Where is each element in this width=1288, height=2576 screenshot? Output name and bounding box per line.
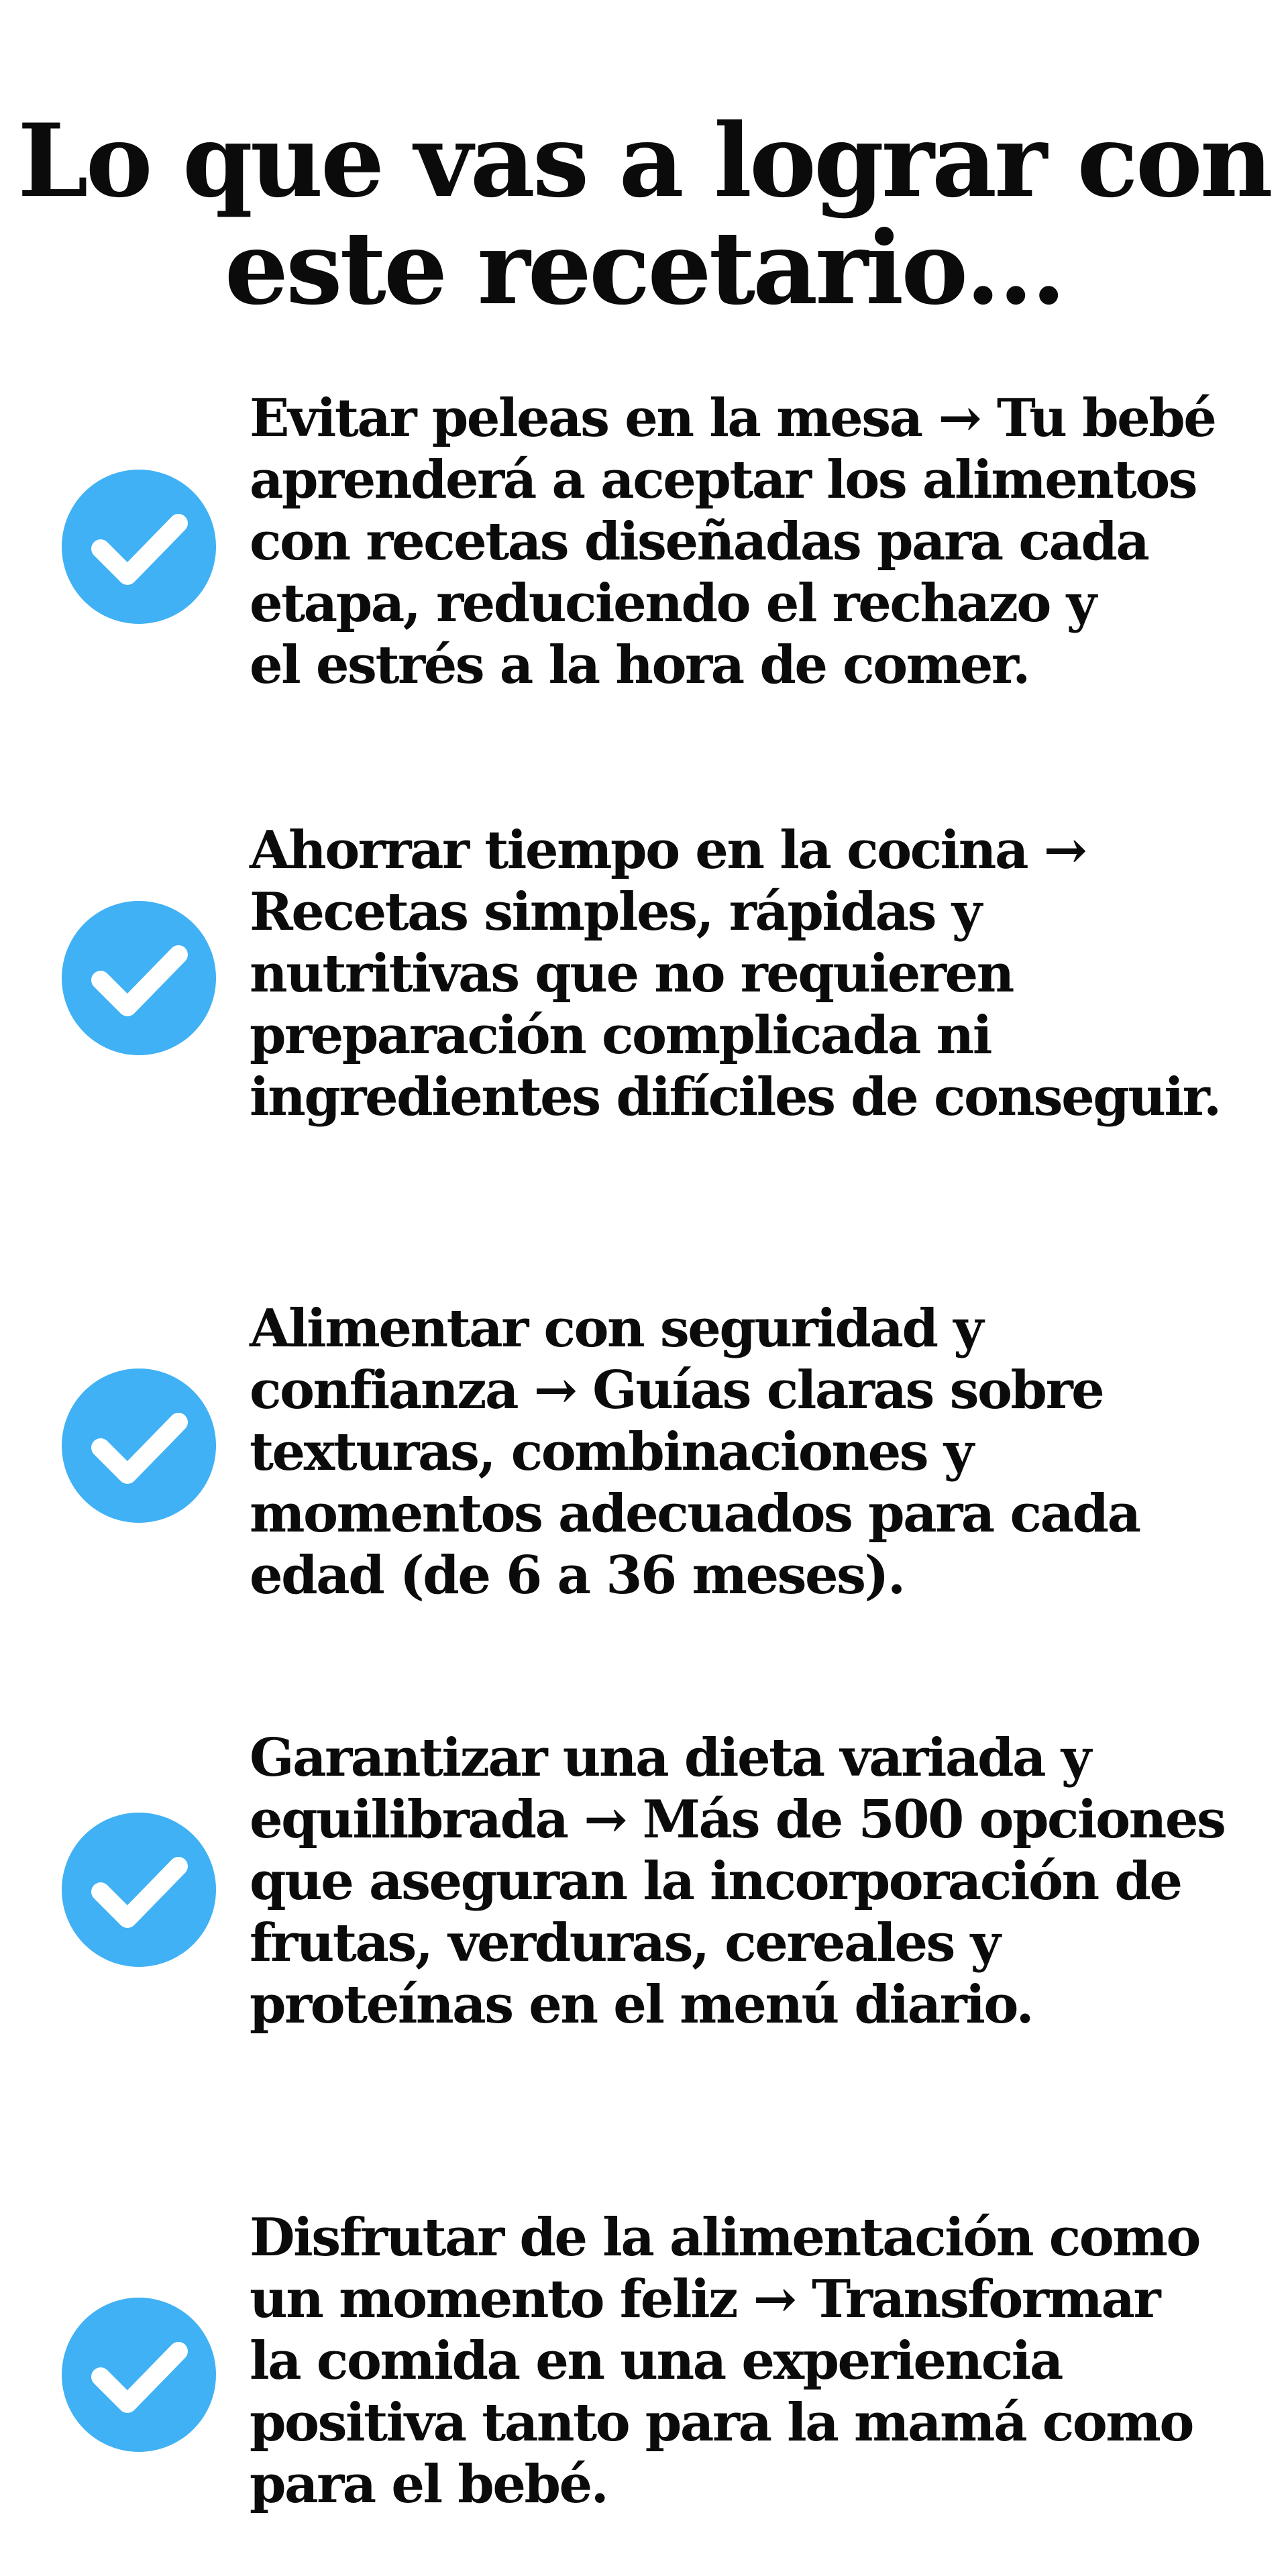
page-title [0, 102, 1288, 327]
benefit-line: con recetas diseñadas para cada [250, 511, 1148, 572]
benefit-line: proteínas en el menú diario. [250, 1974, 1033, 2035]
title-line-1: Lo que vas a lograr con [17, 102, 1271, 220]
benefit-line: para el bebé. [250, 2454, 608, 2515]
benefit-line: aprenderá a aceptar los alimentos [250, 449, 1197, 511]
benefit-text [250, 2207, 1256, 2516]
check-circle-icon [62, 1368, 216, 1523]
check-circle-icon [62, 2298, 216, 2452]
benefit-line: Alimentar con seguridad y [250, 1298, 982, 1359]
benefit-line: confianza → Guías claras sobre [250, 1360, 1104, 1421]
benefit-line: Ahorrar tiempo en la cocina → [250, 820, 1086, 881]
check-circle-icon [62, 901, 216, 1055]
benefit-line: Garantizar una dieta variada y [250, 1727, 1090, 1788]
benefit-line: Recetas simples, rápidas y [250, 881, 981, 943]
benefit-line: positiva tanto para la mamá como [250, 2392, 1193, 2453]
benefit-text [250, 1727, 1256, 2036]
benefit-text [250, 820, 1256, 1128]
benefit-line: etapa, reduciendo el rechazo y [250, 573, 1095, 634]
benefit-line: ingredientes difíciles de conseguir. [250, 1067, 1220, 1128]
benefit-line: edad (de 6 a 36 meses). [250, 1545, 904, 1606]
check-circle-icon [62, 470, 216, 624]
benefit-text [250, 388, 1256, 696]
title-line-2: este recetario… [224, 209, 1064, 327]
benefit-line: la comida en una experiencia [250, 2330, 1062, 2392]
benefit-line: el estrés a la hora de comer. [250, 635, 1029, 696]
benefit-line: equilibrada → Más de 500 opciones [250, 1789, 1225, 1850]
benefit-line: nutritivas que no requieren [250, 943, 1013, 1004]
benefit-line: texturas, combinaciones y [250, 1421, 973, 1483]
benefit-line: Evitar peleas en la mesa → Tu bebé [250, 388, 1216, 449]
benefit-line: un momento feliz → Transformar [250, 2269, 1160, 2330]
benefit-line: momentos adecuados para cada [250, 1483, 1140, 1544]
benefit-text [250, 1298, 1256, 1607]
benefit-line: Disfrutar de la alimentación como [250, 2207, 1199, 2268]
benefit-line: que aseguran la incorporación de [250, 1851, 1181, 1912]
check-circle-icon [62, 1813, 216, 1967]
benefit-line: preparación complicada ni [250, 1005, 991, 1066]
benefit-line: frutas, verduras, cereales y [250, 1913, 1000, 1974]
